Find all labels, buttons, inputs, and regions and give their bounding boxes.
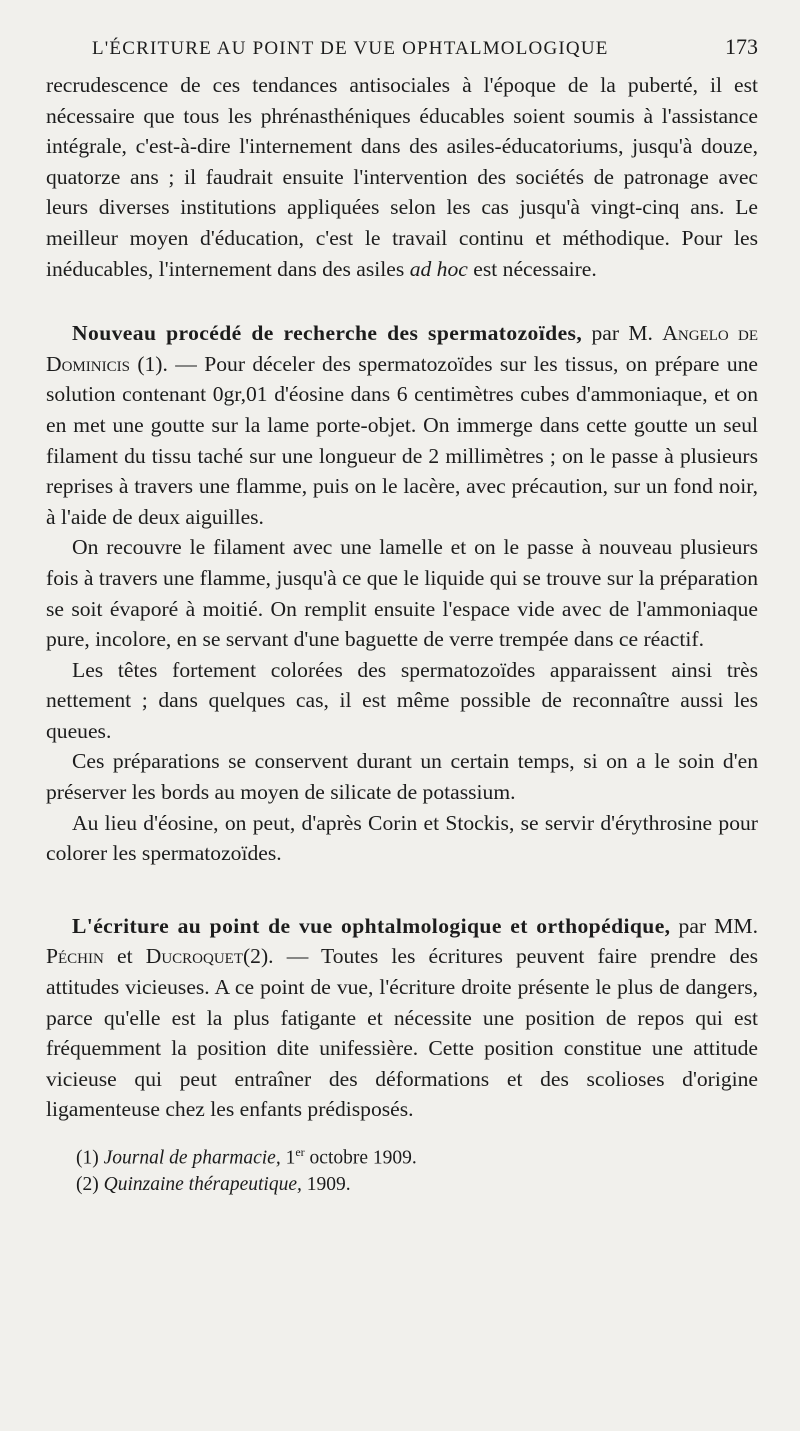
paragraph-text: (2). — Toutes les écritures peuvent faire prendre des attitudes vicieuses. A ce point de vue, l'écriture droite présente le plus de dangers, parce qu'elle est la plus fatigante et nécessite une position de repos qui est fréquemment la position dite unifessière. Cette position constitue une attitude vicieuse qui peut entraîner des déformations et des scolioses d'origine ligamenteuse chez les enfants prédisposés.	[46, 944, 759, 1122]
footnote-date-sup: er	[295, 1145, 305, 1159]
footnote-mark: (1)	[76, 1147, 99, 1169]
footnote	[46, 1172, 758, 1198]
section-ecriture	[46, 911, 758, 1125]
footnotes	[46, 1139, 758, 1198]
paragraph: Ces préparations se conservent durant un certain temps, si on a le soin d'en préserver les bords au moyen de silicate de potassium.	[46, 749, 758, 805]
running-header	[92, 34, 758, 60]
author-name: Ducroquet	[145, 944, 243, 969]
footnote-date: octobre 1909.	[309, 1147, 417, 1169]
footnote-date: 1	[285, 1147, 296, 1169]
running-title: L'ÉCRITURE AU POINT DE VUE OPHTALMOLOGIQUE	[92, 38, 609, 59]
paragraph: On recouvre le filament avec une lamelle et on le passe à nouveau plusieurs fois à travers une flamme, jusqu'à ce que le liquide qui se trouve sur la préparation se soit évaporé à moitié. On remplit ensuite l'espace vide avec de l'ammoniaque pure, incolore, en se servant d'une baguette de verre trempée dans ce réactif.	[46, 535, 758, 652]
paragraph-text: recrudescence de ces tendances antisociales à l'époque de la puberté, il est nécessaire que tous les phrénasthéniques éducables soient soumis à l'assistance intégrale, c'est-à-dire l'internement dans des asiles-éducatoriums, jusqu'à douze, quatorze ans ; il faudrait ensuite l'intervention des sociétés de patronage avec leurs diverses institutions appliquées selon les cas jusqu'à vingt-cinq ans. Le meilleur moyen d'éducation, c'est le travail continu et méthodique. Pour les inéducables, l'internement dans des asiles	[46, 73, 758, 281]
paragraph-text: (1). — Pour déceler des spermatozoïdes sur les tissus, on prépare une solution contenant 0gr,01 d'éosine dans 6 centimètres cubes d'ammoniaque, et on en met une goutte sur la lame porte-objet. On immerge dans cette goutte un seul filament du tissu taché sur une longueur de 2 millimètres ; on le passe à plusieurs reprises à travers une flamme, puis on le lacère, avec précaution, sur un fond noir, à l'aide de deux aiguilles.	[46, 351, 758, 529]
footnote-date: 1909.	[306, 1173, 351, 1195]
italic-latin-term: ad hoc	[409, 256, 468, 281]
paragraph-text: est nécessaire.	[473, 256, 597, 281]
section-spermatozoides	[46, 318, 758, 532]
footnote-mark: (2)	[76, 1173, 99, 1195]
section-heading: L'écriture au point de vue ophtalmologique et orthopédique,	[72, 913, 671, 938]
section-heading: Nouveau procédé de recherche des spermatozoïdes,	[72, 321, 583, 346]
page-number: 173	[725, 34, 758, 59]
section-par: par MM.	[678, 913, 758, 938]
paragraph: Les têtes fortement colorées des spermatozoïdes apparaissent ainsi très nettement ; dans quelques cas, il est même possible de reconnaître aussi les queues.	[46, 657, 758, 743]
paragraph: Au lieu d'éosine, on peut, d'après Corin et Stockis, se servir d'érythrosine pour colorer les spermatozoïdes.	[46, 810, 758, 866]
author-name: Péchin	[46, 944, 104, 969]
paragraph-continuation	[46, 70, 758, 284]
section-par: par M.	[591, 321, 653, 346]
footnote-journal: Quinzaine thérapeutique,	[103, 1173, 302, 1195]
footnote-journal: Journal de pharmacie,	[103, 1147, 281, 1169]
footnote	[46, 1139, 758, 1172]
author-name: Angelo de Dominicis	[46, 321, 758, 376]
conjunction: et	[116, 944, 133, 969]
